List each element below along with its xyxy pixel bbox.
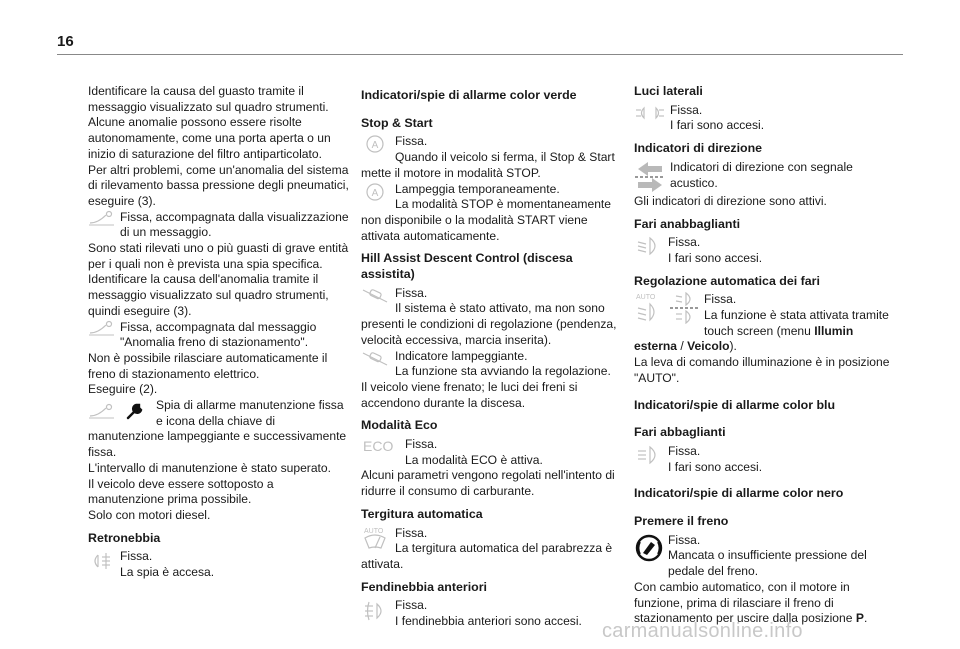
paragraph: Il veicolo viene frenato; le luci dei freni si accendono durante la discesa. — [361, 379, 578, 410]
text-run: Con cambio automatico, con il motore in funzione, prima di rilasciare il freno di stazionamento per uscire dalla posizione — [634, 579, 856, 626]
eco-mode-icon — [361, 437, 401, 455]
column-right — [634, 84, 896, 627]
brake-warning-icon — [88, 320, 116, 336]
heading-eco: Modalità Eco — [361, 418, 438, 433]
paragraph: Il veicolo deve essere sottoposto a manutenzione prima possibile. — [88, 476, 274, 507]
paragraph: Sono stati rilevati uno o più guasti di grave entità per i quali non è prevista una spia specifica. — [88, 241, 349, 271]
low-beam-icon — [634, 235, 664, 257]
stop-start-icon — [361, 134, 391, 154]
heading-fendinebbia: Fendinebbia anteriori — [361, 579, 487, 594]
auto-wiper-icon — [361, 526, 391, 554]
paragraph: Solo con motori diesel. — [88, 507, 211, 522]
text-run: La funzione è stata attivata tramite touch screen (menu — [704, 308, 889, 338]
heading-regolazione-fari: Regolazione automatica dei fari — [634, 273, 820, 288]
svg-text:A: A — [371, 187, 379, 199]
heading-retronebbia: Retronebbia — [88, 530, 161, 545]
paragraph: La tergitura automatica del parabrezza è attivata. — [361, 541, 613, 571]
foot-on-brake-icon — [634, 533, 664, 563]
heading-indicatori-direzione: Indicatori di direzione — [634, 141, 763, 156]
paragraph: Eseguire (2). — [88, 382, 158, 397]
paragraph: Fissa. — [405, 437, 438, 452]
paragraph: La modalità ECO è attiva. — [405, 452, 543, 467]
text-run: ). — [729, 339, 737, 354]
auto-headlight-icon — [634, 292, 700, 324]
paragraph: Fissa. — [395, 598, 428, 613]
paragraph: L'intervallo di manutenzione è stato superato. — [88, 460, 331, 475]
side-lights-icon — [634, 103, 666, 123]
hill-descent-icon — [361, 349, 391, 369]
stop-start-icon — [361, 182, 391, 202]
section-title-blue: Indicatori/spie di allarme color blu — [634, 397, 836, 412]
paragraph: Spia di allarme manutenzione fissa e icona della chiave di manutenzione lampeggiante e successivamente fissa. — [88, 398, 347, 460]
auto-icon-text: AUTO — [364, 527, 384, 535]
paragraph: I fari sono accesi. — [668, 459, 763, 474]
heading-stop-start: Stop & Start — [361, 115, 433, 130]
paragraph: Fissa, accompagnata dalla visualizzazione di un messaggio. — [120, 209, 349, 240]
paragraph: Fissa. — [668, 532, 701, 547]
heading-luci-laterali: Luci laterali — [634, 84, 703, 98]
high-beam-icon — [634, 444, 664, 466]
paragraph: Identificare la causa del guasto tramite il messaggio visualizzato sul quadro strumenti. — [88, 84, 329, 114]
paragraph: La leva di comando illuminazione è in posizione "AUTO". — [634, 355, 890, 385]
paragraph: Indicatori di direzione con segnale acustico. — [670, 159, 853, 190]
column-middle — [361, 84, 617, 630]
paragraph: La funzione sta avviando la regolazione. — [395, 364, 611, 379]
paragraph: I fari sono accesi. — [668, 250, 763, 265]
section-title-green: Indicatori/spie di allarme color verde — [361, 88, 577, 102]
column-left — [88, 84, 350, 581]
paragraph: Identificare la causa dell'anomalia tramite il messaggio visualizzato sul quadro strumenti, quindi eseguire (3). — [88, 272, 329, 318]
paragraph: Fissa, accompagnata dal messaggio "Anomalia freno di stazionamento". — [120, 319, 317, 350]
front-fog-light-icon — [361, 598, 391, 624]
paragraph: La modalità STOP è momentaneamente non disponibile o la modalità START viene attivata automaticamente. — [361, 197, 612, 243]
paragraph: Non è possibile rilasciare automaticamente il freno di stazionamento elettrico. — [88, 350, 328, 381]
heading-anabbaglianti: Fari anabbaglianti — [634, 216, 741, 231]
hill-descent-icon — [361, 286, 391, 306]
watermark: carmanualsonline.info — [602, 620, 803, 642]
paragraph: Fissa. — [395, 525, 428, 540]
heading-premere-freno: Premere il freno — [634, 514, 729, 529]
paragraph: La spia è accesa. — [120, 565, 215, 580]
paragraph: Fissa. — [395, 134, 428, 149]
heading-abbaglianti: Fari abbaglianti — [634, 425, 726, 440]
auto-icon-text: AUTO — [636, 294, 656, 302]
warning-light-icon — [88, 210, 116, 226]
paragraph: Fissa. — [120, 549, 153, 564]
menu-name: Veicolo — [687, 339, 730, 354]
eco-icon-text: ECO — [363, 438, 394, 455]
paragraph: Alcuni parametri vengono regolati nell'intento di ridurre il consumo di carburante. — [361, 468, 615, 499]
paragraph: Mancata o insufficiente pressione del pedale del freno. — [668, 548, 867, 579]
paragraph: I fari sono accesi. — [670, 118, 765, 133]
text-run: . — [863, 611, 868, 626]
paragraph: Lampeggia temporaneamente. — [395, 181, 560, 196]
paragraph: Alcune anomalie possono essere risolte autonomamente, come una porta aperta o un inizio di saturazione del filtro antiparticolato. — [88, 115, 331, 161]
paragraph: I fendinebbia anteriori sono accesi. — [395, 614, 582, 629]
service-wrench-icon — [88, 402, 152, 420]
paragraph: Fissa. — [668, 235, 701, 250]
paragraph: Fissa. — [395, 285, 428, 300]
svg-text:A: A — [371, 140, 379, 152]
paragraph: Indicatore lampeggiante. — [395, 348, 528, 363]
turn-signal-icon — [634, 160, 666, 192]
paragraph: Fissa. — [668, 443, 701, 458]
text-run: / — [677, 339, 688, 354]
menu-name: Illumin esterna — [634, 323, 854, 354]
heading-hill-assist: Hill Assist Descent Control (discesa assistita) — [361, 251, 573, 282]
rear-fog-light-icon — [88, 549, 116, 579]
page-number: 16 — [57, 33, 74, 50]
paragraph: Gli indicatori di direzione sono attivi. — [634, 193, 827, 208]
paragraph: Per altri problemi, come un'anomalia del sistema di rilevamento bassa pressione degli pneumatici, eseguire (3). — [88, 162, 349, 208]
gear-position: P — [855, 611, 864, 626]
paragraph: Il sistema è stato attivato, ma non sono presenti le condizioni di regolazione (pendenza, velocità eccessiva, marcia inserita). — [361, 301, 617, 347]
section-title-black: Indicatori/spie di allarme color nero — [634, 486, 844, 501]
paragraph: Fissa. — [670, 102, 703, 117]
heading-tergitura: Tergitura automatica — [361, 506, 483, 521]
header-rule — [57, 54, 903, 55]
paragraph: Quando il veicolo si ferma, il Stop & Start mette il motore in modalità STOP. — [361, 150, 615, 180]
paragraph: Fissa. — [704, 292, 737, 307]
